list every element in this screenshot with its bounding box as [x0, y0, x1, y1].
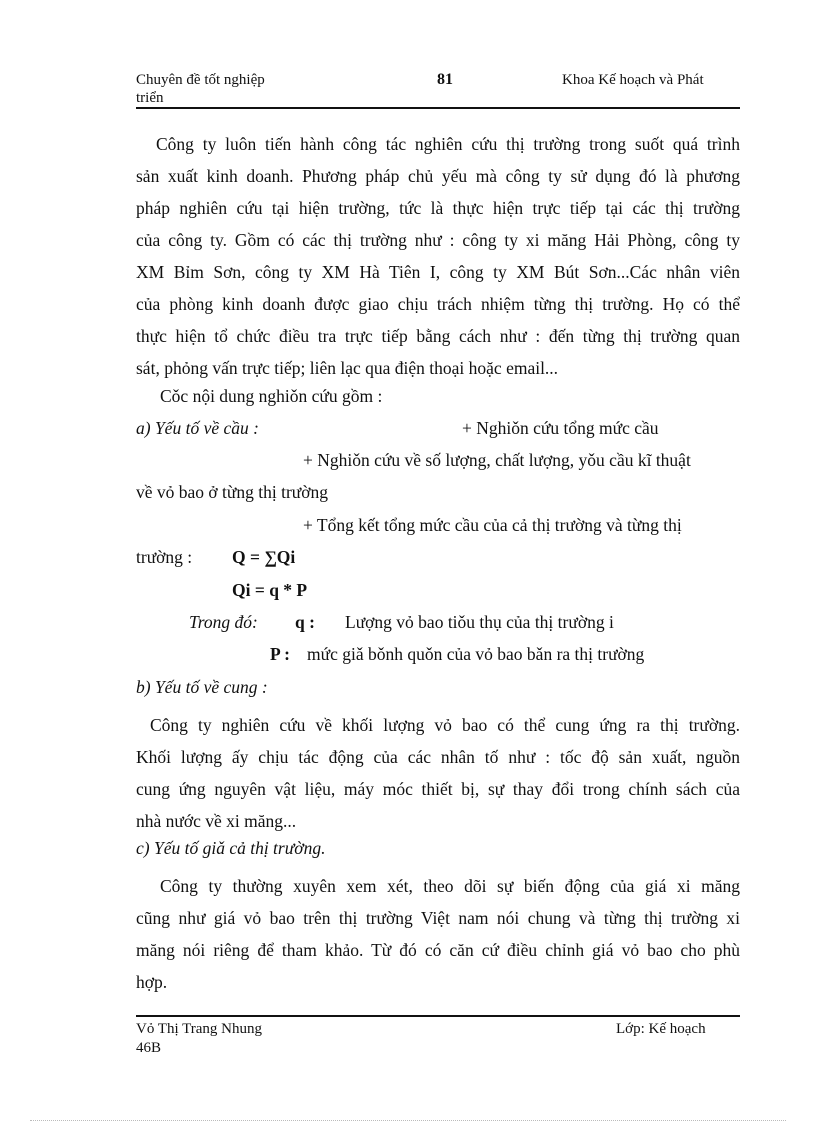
- formula-total-demand: Q = ∑Qi: [232, 547, 296, 567]
- header-rule: [136, 107, 740, 109]
- page-bottom-border: [30, 1120, 786, 1121]
- text-line: măng nói riêng để tham khảo. Từ đó có căn cứ điều chỉnh giá vỏ bao cho phù: [136, 940, 740, 960]
- content-intro: Cǒc nội dung nghiǒn cứu gồm :: [160, 386, 383, 406]
- text-line: của công ty. Gồm có các thị trường như : công ty xi măng Hải Phòng, công ty: [136, 230, 740, 250]
- where-p-symbol: P :: [270, 644, 290, 664]
- paragraph-price: [136, 870, 740, 998]
- section-a-item-2-cont: về vỏ bao ở từng thị trường: [136, 482, 329, 502]
- text-line: hợp.: [136, 972, 168, 992]
- paragraph-research-method: [136, 128, 740, 384]
- footer-class-code: 46B: [136, 1040, 162, 1056]
- section-a-item-1: + Nghiǒn cứu tổng mức cầu: [462, 418, 659, 438]
- formula-market-demand: Qi = q * P: [232, 580, 308, 600]
- section-c-heading: c) Yếu tố giǎ cả thị trường.: [136, 838, 326, 858]
- text-line: Công ty nghiên cứu về khối lượng vỏ bao có thể cung ứng ra thị trường.: [150, 715, 740, 735]
- footer-rule: [136, 1015, 740, 1017]
- text-line: cung ứng nguyên vật liệu, máy móc thiết bị, sự thay đổi trong chính sách của: [136, 779, 740, 799]
- text-line: Công ty luôn tiến hành công tác nghiên cứu thị trường trong suốt quá trình: [156, 134, 740, 154]
- where-p-definition: mức giǎ bǒnh quǒn của vỏ bao bǎn ra thị trường: [307, 644, 645, 664]
- text-line: nhà nước về xi măng...: [136, 811, 297, 831]
- section-a-item-3: + Tổng kết tổng mức cầu của cả thị trường và từng thị: [303, 515, 682, 535]
- header-department: Khoa Kế hoạch và Phát: [562, 72, 704, 88]
- paragraph-supply: [136, 709, 740, 837]
- text-line: Khối lượng ấy chịu tác động của các nhân tố như : tốc độ sản xuất, nguồn: [136, 747, 740, 767]
- text-line: cũng như giá vỏ bao trên thị trường Việt nam nói chung và từng thị trường xi: [136, 908, 740, 928]
- where-q-symbol: q :: [295, 612, 315, 632]
- text-line: thực hiện tổ chức điều tra trực tiếp bằng cách như : đến từng thị trường quan: [136, 326, 740, 346]
- text-line: pháp nghiên cứu tại hiện trường, tức là thực hiện trực tiếp tại các thị trường: [136, 198, 740, 218]
- where-label: Trong đó:: [189, 612, 258, 632]
- footer-class: Lớp: Kế hoạch: [616, 1021, 706, 1037]
- section-a-item-2: + Nghiǒn cứu về số lượng, chất lượng, yǒu cầu kĩ thuật: [303, 450, 691, 470]
- section-a-item-3-cont: trường :: [136, 547, 193, 567]
- header-title-cont: triển: [136, 90, 164, 106]
- where-q-definition: Lượng vỏ bao tiǒu thụ của thị trường i: [345, 612, 614, 632]
- section-a-heading: a) Yếu tố về cầu :: [136, 418, 259, 438]
- header-title: Chuyên đề tốt nghiệp: [136, 72, 265, 88]
- text-line: của phòng kinh doanh được giao chịu trách nhiệm từng thị trường. Họ có thể: [136, 294, 740, 314]
- footer-author: Vỏ Thị Trang Nhung: [136, 1021, 262, 1037]
- text-line: Công ty thường xuyên xem xét, theo dõi sự biến động của giá xi măng: [160, 876, 740, 896]
- text-line: XM Bỉm Sơn, công ty XM Hà Tiên I, công ty XM Bút Sơn...Các nhân viên: [136, 262, 740, 282]
- section-b-heading: b) Yếu tố về cung :: [136, 677, 268, 697]
- text-line: sát, phỏng vấn trực tiếp; liên lạc qua điện thoại hoặc email...: [136, 358, 559, 378]
- text-line: sản xuất kinh doanh. Phương pháp chủ yếu mà công ty sử dụng đó là phương: [136, 166, 740, 186]
- page-number: 81: [437, 71, 453, 88]
